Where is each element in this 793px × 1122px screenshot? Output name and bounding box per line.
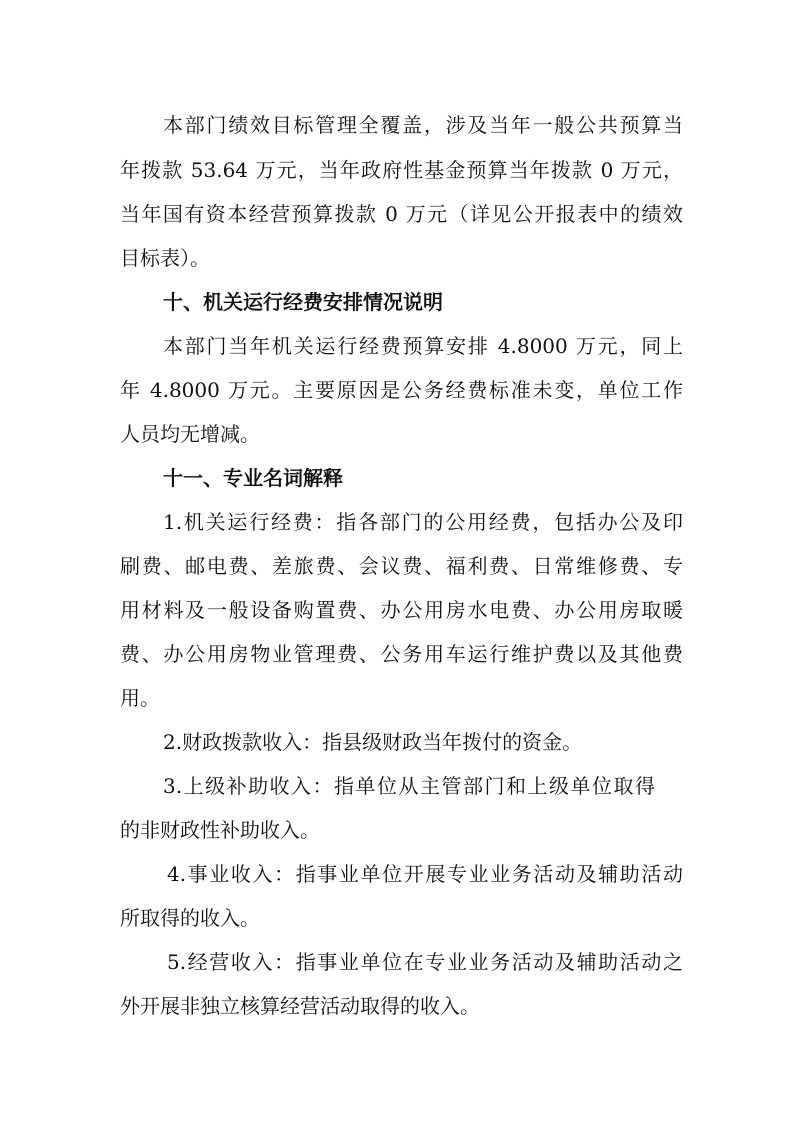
text-line: 所取得的收入。 [120, 906, 260, 930]
text-line: 本部门绩效目标管理全覆盖，涉及当年一般公共预算当 [163, 113, 683, 137]
text-line: 外开展非独立核算经营活动取得的收入。 [120, 994, 480, 1018]
text-line: 年 4.8000 万元。主要原因是公务经费标准未变，单位工作 [120, 378, 683, 402]
text-line: 刷费、邮电费、差旅费、会议费、福利费、日常维修费、专 [120, 554, 683, 578]
text-line: 用材料及一般设备购置费、办公用房水电费、办公用房取暖 [120, 598, 683, 622]
text-line: 3.上级补助收入：指单位从主管部门和上级单位取得 [163, 774, 655, 798]
text-line: 5.经营收入：指事业单位在专业业务活动及辅助活动之 [167, 950, 683, 974]
text-line: 年拨款 53.64 万元，当年政府性基金预算当年拨款 0 万元， [120, 158, 683, 182]
text-line: 本部门当年机关运行经费预算安排 4.8000 万元，同上 [163, 334, 683, 358]
text-line: 的非财政性补助收入。 [120, 818, 320, 842]
text-line: 4.事业收入：指事业单位开展专业业务活动及辅助活动 [167, 862, 683, 886]
text-line: 目标表）。 [120, 246, 210, 270]
text-line: 用。 [120, 686, 160, 710]
section-heading-10: 十、机关运行经费安排情况说明 [163, 290, 443, 314]
text-line: 当年国有资本经营预算拨款 0 万元（详见公开报表中的绩效 [120, 202, 683, 226]
text-line: 2.财政拨款收入：指县级财政当年拨付的资金。 [163, 730, 583, 754]
section-heading-11: 十一、专业名词解释 [163, 466, 343, 490]
text-line: 人员均无增减。 [120, 422, 260, 446]
text-line: 费、办公用房物业管理费、公务用车运行维护费以及其他费 [120, 642, 683, 666]
text-line: 1.机关运行经费：指各部门的公用经费，包括办公及印 [163, 510, 683, 534]
